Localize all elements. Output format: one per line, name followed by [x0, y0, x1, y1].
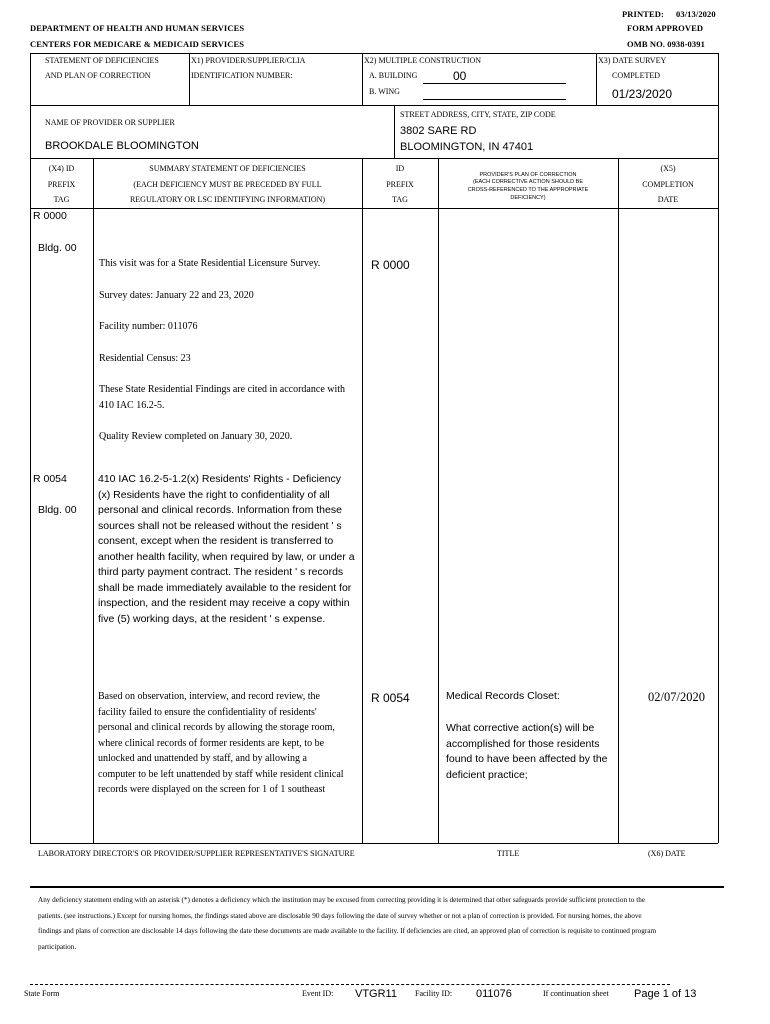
- r0000-para: Residential Census: 23: [99, 352, 191, 364]
- survey-date-value: 01/23/2020: [612, 87, 673, 101]
- continuation-label: If continuation sheet: [543, 989, 609, 998]
- page-number: Page 1 of 13: [634, 988, 697, 1000]
- r0054-right-tag: R 0054: [371, 691, 410, 705]
- r0000-tag: R 0000: [33, 210, 67, 222]
- r0054-tag: R 0054: [33, 473, 67, 485]
- printed-date: 03/13/2020: [676, 9, 716, 19]
- r0000-para: Facility number: 011076: [99, 321, 198, 332]
- event-id-label: Event ID:: [302, 989, 334, 998]
- plan-title: Medical Records Closet:: [446, 690, 560, 702]
- form-approved: FORM APPROVED: [627, 23, 704, 33]
- facility-id-label: Facility ID:: [415, 989, 453, 998]
- r0000-para: Quality Review completed on January 30, 2020.: [99, 431, 293, 442]
- r0000-building: Bldg. 00: [38, 242, 77, 254]
- divider: [30, 843, 718, 844]
- r0054-regulation: 410 IAC 16.2-5-1.2(x) Residents' Rights - Deficiency (x) Residents have the right to confidentiality of all personal and clinical records. Information from these sources shall not be released without the resident ' s consent, except when the resident is transferred to another health facility, when required by law, or under a third party payment contract. The resident ' s records shall be made immediately available to the resident for inspection, and the resident may receive a copy within five (5) working days, at the resident ' s expense.: [98, 473, 355, 625]
- wing-underline: [423, 99, 566, 100]
- plan-header-3: CROSS-REFERENCED TO THE APPROPRIATE: [467, 187, 589, 193]
- address-line2: BLOOMINGTON, IN 47401: [400, 141, 534, 153]
- provider-name: BROOKDALE BLOOMINGTON: [45, 140, 199, 152]
- x4-header-1: (X4) ID: [48, 164, 75, 173]
- r0000-para: Survey dates: January 22 and 23, 2020: [99, 289, 254, 301]
- signature-rule: [30, 886, 724, 888]
- building-underline: [423, 83, 566, 84]
- printed-label: PRINTED:: [622, 9, 664, 19]
- r0054-building: Bldg. 00: [38, 504, 77, 516]
- signature-label: LABORATORY DIRECTOR'S OR PROVIDER/SUPPLIER REPRESENTATIVE'S SIGNATURE: [38, 849, 355, 858]
- summary-header-1: SUMMARY STATEMENT OF DEFICIENCIES: [149, 164, 306, 173]
- signature-date-label: (X6) DATE: [648, 849, 686, 858]
- omb-number: OMB NO. 0938-0391: [627, 39, 705, 49]
- wing-label: B. WING: [369, 87, 400, 96]
- title-label: TITLE: [497, 849, 520, 858]
- x4-header-2: PREFIX: [47, 180, 76, 189]
- provider-id-label-2: IDENTIFICATION NUMBER:: [191, 71, 293, 80]
- plan-header-1: PROVIDER'S PLAN OF CORRECTION: [479, 172, 577, 178]
- r0000-findings: [99, 256, 349, 461]
- address-label: STREET ADDRESS, CITY, STATE, ZIP CODE: [400, 110, 556, 119]
- divider: [362, 53, 363, 105]
- divider: [30, 158, 718, 159]
- multiple-construction-label: X2) MULTIPLE CONSTRUCTION: [364, 56, 482, 65]
- divider: [30, 208, 718, 209]
- completed-label: COMPLETED: [612, 71, 660, 80]
- provider-id-label: X1) PROVIDER/SUPPLIER/CLIA: [191, 56, 306, 65]
- address-line1: 3802 SARE RD: [400, 125, 477, 137]
- statement-label-2: AND PLAN OF CORRECTION: [45, 71, 151, 80]
- x5-header-1: (X5): [660, 164, 676, 173]
- divider: [596, 53, 597, 105]
- footer-rule: [30, 984, 670, 985]
- id-header-2: PREFIX: [386, 180, 414, 189]
- completion-date: 02/07/2020: [648, 690, 705, 704]
- centers-title: CENTERS FOR MEDICARE & MEDICAID SERVICES: [30, 39, 245, 49]
- divider: [189, 53, 190, 105]
- building-label: A. BUILDING: [369, 71, 418, 80]
- r0000-para: These State Residential Findings are cited in accordance with 410 IAC 16.2-5.: [99, 384, 346, 411]
- summary-header-3: REGULATORY OR LSC IDENTIFYING INFORMATION): [129, 195, 326, 204]
- divider: [30, 105, 718, 106]
- divider: [438, 158, 439, 843]
- divider: [394, 105, 395, 158]
- form-top-rule: [30, 53, 718, 54]
- id-header-3: TAG: [392, 195, 408, 204]
- plan-header-2: (EACH CORRECTIVE ACTION SHOULD BE: [472, 179, 584, 185]
- provider-name-label: NAME OF PROVIDER OR SUPPLIER: [45, 118, 175, 127]
- state-form-label: State Form: [24, 989, 60, 998]
- statement-label: STATEMENT OF DEFICIENCIES: [45, 56, 159, 65]
- plan-header-4: DEFICIENCY): [510, 195, 546, 201]
- x5-header-3: DATE: [657, 195, 679, 204]
- facility-id-value: 011076: [476, 988, 512, 1000]
- divider: [718, 53, 719, 843]
- r0000-right-tag: R 0000: [371, 258, 410, 272]
- divider: [618, 158, 619, 843]
- date-survey-label: X3) DATE SURVEY: [598, 56, 667, 65]
- building-value: 00: [453, 69, 467, 83]
- r0054-findings: Based on observation, interview, and record review, the facility failed to ensure the confidentiality of residents' personal and clinical records by allowing the storage room, where clinical records of former residents are kept, to be unlocked and unattended by staff, and by allowing a computer to be left unattended by staff while resident clinical records were displayed on the screen for 1 of 1 southeast: [98, 691, 344, 795]
- divider: [93, 158, 94, 843]
- summary-header-2: (EACH DEFICIENCY MUST BE PRECEDED BY FULL: [133, 180, 322, 189]
- divider: [362, 158, 363, 843]
- id-header-1: ID: [395, 164, 405, 173]
- plan-text: What corrective action(s) will be accomplished for those residents found to have been affected by the deficient practice;: [446, 722, 608, 781]
- x5-header-2: COMPLETION: [642, 180, 694, 189]
- x4-header-3: TAG: [53, 195, 70, 204]
- department-title: DEPARTMENT OF HEALTH AND HUMAN SERVICES: [30, 23, 245, 33]
- disclaimer-text: Any deficiency statement ending with an asterisk (*) denotes a deficiency which the institution may be excused from correcting providing it is determined that other safeguards provide sufficient protection to the patients. (see instructions.) Except for nursing homes, the findings stated above are disclosable 90 days following the date of survey whether or not a plan of correction is provided. For nursing homes, the above findings and plans of correction are disclosable 14 days following the date these documents are made available to the facility. If deficiencies are cited, an approved plan of correction is requisite to continued program participation.: [38, 896, 657, 951]
- event-id-value: VTGR11: [355, 988, 397, 1000]
- r0000-para: This visit was for a State Residential Licensure Survey.: [99, 258, 321, 269]
